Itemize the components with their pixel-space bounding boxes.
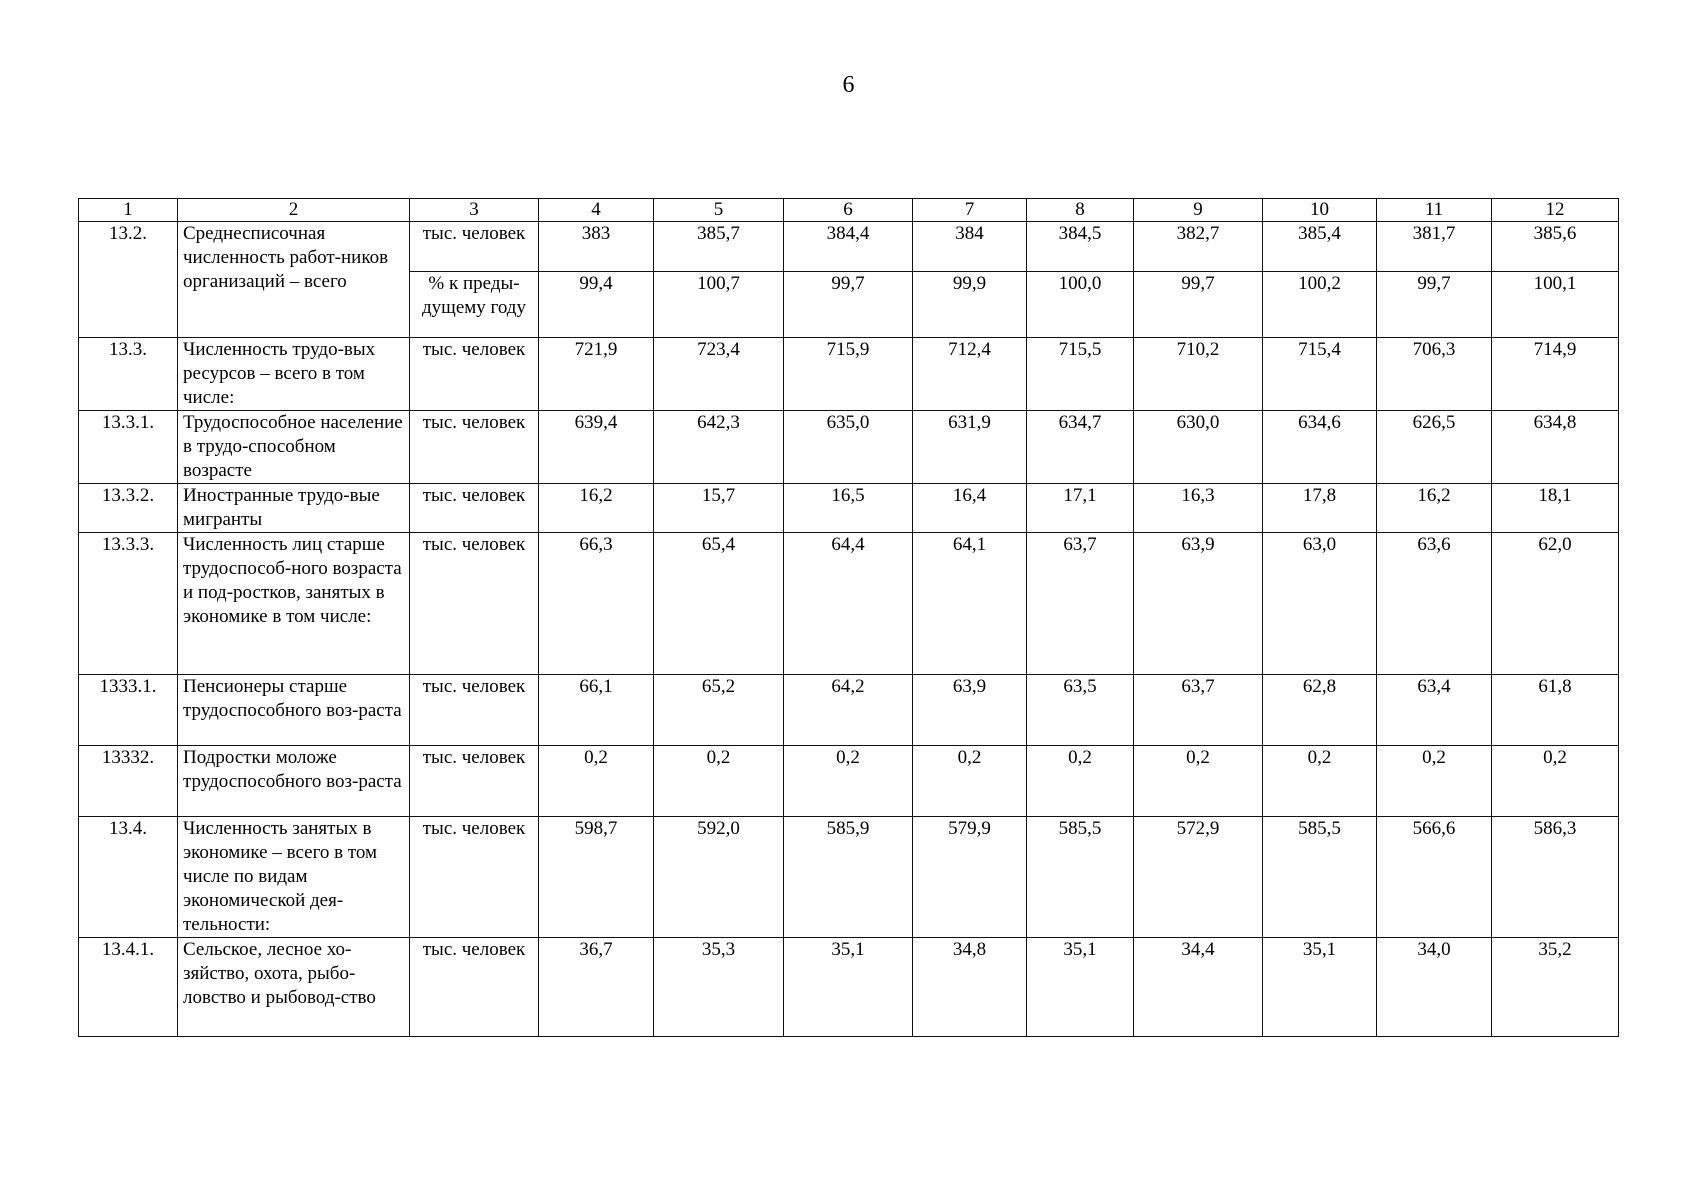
value-cell: 714,9 (1492, 338, 1619, 411)
row-number: 13.2. (79, 222, 178, 338)
value-cell: 63,5 (1027, 675, 1134, 746)
value-cell: 579,9 (913, 817, 1027, 938)
column-number-header: 3 (410, 199, 539, 222)
indicator-name: Подростки моложе трудоспособного воз-раста (178, 746, 410, 817)
value-cell: 631,9 (913, 411, 1027, 484)
value-cell: 585,9 (784, 817, 913, 938)
value-cell: 715,9 (784, 338, 913, 411)
value-cell: 16,4 (913, 484, 1027, 533)
value-cell: 634,7 (1027, 411, 1134, 484)
value-cell: 0,2 (1377, 746, 1492, 817)
value-cell: 17,1 (1027, 484, 1134, 533)
value-cell: 712,4 (913, 338, 1027, 411)
value-cell: 35,1 (1263, 938, 1377, 1037)
column-number-header: 2 (178, 199, 410, 222)
value-cell: 35,3 (654, 938, 784, 1037)
table-row (79, 746, 1619, 817)
value-cell: 64,1 (913, 533, 1027, 675)
value-cell: 35,1 (784, 938, 913, 1037)
value-cell: 566,6 (1377, 817, 1492, 938)
value-cell: 634,8 (1492, 411, 1619, 484)
value-cell: 572,9 (1134, 817, 1263, 938)
unit-cell: тыс. человек (410, 746, 539, 817)
value-cell: 16,2 (1377, 484, 1492, 533)
value-cell: 385,7 (654, 222, 784, 272)
column-number-header: 5 (654, 199, 784, 222)
value-cell: 34,8 (913, 938, 1027, 1037)
value-cell: 63,9 (913, 675, 1027, 746)
value-cell: 16,2 (539, 484, 654, 533)
value-cell: 642,3 (654, 411, 784, 484)
column-number-header: 6 (784, 199, 913, 222)
value-cell: 634,6 (1263, 411, 1377, 484)
value-cell: 35,2 (1492, 938, 1619, 1037)
value-cell: 0,2 (913, 746, 1027, 817)
indicator-name: Численность занятых в экономике – всего в том числе по видам экономической дея-тельности: (178, 817, 410, 938)
value-cell: 99,7 (1377, 272, 1492, 338)
value-cell: 65,4 (654, 533, 784, 675)
indicator-name: Среднесписочная численность работ-ников организаций – всего (178, 222, 410, 338)
row-number: 13332. (79, 746, 178, 817)
value-cell: 0,2 (1492, 746, 1619, 817)
value-cell: 710,2 (1134, 338, 1263, 411)
value-cell: 61,8 (1492, 675, 1619, 746)
row-number: 13.4. (79, 817, 178, 938)
value-cell: 63,0 (1263, 533, 1377, 675)
value-cell: 586,3 (1492, 817, 1619, 938)
value-cell: 15,7 (654, 484, 784, 533)
column-number-header: 1 (79, 199, 178, 222)
row-number: 13.3. (79, 338, 178, 411)
table-row (79, 222, 1619, 272)
value-cell: 36,7 (539, 938, 654, 1037)
row-number: 13.3.3. (79, 533, 178, 675)
value-cell: 715,5 (1027, 338, 1134, 411)
value-cell: 0,2 (1134, 746, 1263, 817)
value-cell: 385,4 (1263, 222, 1377, 272)
unit-cell: тыс. человек (410, 338, 539, 411)
column-number-header: 10 (1263, 199, 1377, 222)
value-cell: 99,9 (913, 272, 1027, 338)
value-cell: 0,2 (784, 746, 913, 817)
value-cell: 585,5 (1027, 817, 1134, 938)
indicator-name: Трудоспособное население в трудо-способном возрасте (178, 411, 410, 484)
page-number: 6 (842, 72, 855, 98)
value-cell: 34,0 (1377, 938, 1492, 1037)
value-cell: 715,4 (1263, 338, 1377, 411)
table-row (79, 411, 1619, 484)
table-row (79, 675, 1619, 746)
value-cell: 706,3 (1377, 338, 1492, 411)
value-cell: 64,4 (784, 533, 913, 675)
value-cell: 99,7 (1134, 272, 1263, 338)
unit-cell: тыс. человек (410, 411, 539, 484)
value-cell: 16,3 (1134, 484, 1263, 533)
value-cell: 0,2 (1263, 746, 1377, 817)
value-cell: 635,0 (784, 411, 913, 484)
value-cell: 0,2 (539, 746, 654, 817)
row-number: 13.3.1. (79, 411, 178, 484)
unit-cell: тыс. человек (410, 484, 539, 533)
value-cell: 65,2 (654, 675, 784, 746)
value-cell: 17,8 (1263, 484, 1377, 533)
value-cell: 382,7 (1134, 222, 1263, 272)
indicator-name: Сельское, лесное хо-зяйство, охота, рыбо-ловство и рыбовод-ство (178, 938, 410, 1037)
indicator-name: Иностранные трудо-вые мигранты (178, 484, 410, 533)
value-cell: 381,7 (1377, 222, 1492, 272)
value-cell: 598,7 (539, 817, 654, 938)
value-cell: 592,0 (654, 817, 784, 938)
value-cell: 64,2 (784, 675, 913, 746)
value-cell: 100,2 (1263, 272, 1377, 338)
value-cell: 723,4 (654, 338, 784, 411)
column-number-header: 11 (1377, 199, 1492, 222)
value-cell: 721,9 (539, 338, 654, 411)
unit-cell: тыс. человек (410, 938, 539, 1037)
indicator-name: Численность лиц старше трудоспособ-ного возраста и под-ростков, занятых в экономике в том числе: (178, 533, 410, 675)
value-cell: 63,9 (1134, 533, 1263, 675)
table-header-row (79, 199, 1619, 222)
table-row (79, 484, 1619, 533)
value-cell: 62,0 (1492, 533, 1619, 675)
value-cell: 384 (913, 222, 1027, 272)
value-cell: 18,1 (1492, 484, 1619, 533)
row-number: 13.4.1. (79, 938, 178, 1037)
value-cell: 63,7 (1027, 533, 1134, 675)
value-cell: 63,4 (1377, 675, 1492, 746)
value-cell: 16,5 (784, 484, 913, 533)
value-cell: 99,4 (539, 272, 654, 338)
value-cell: 66,1 (539, 675, 654, 746)
value-cell: 384,5 (1027, 222, 1134, 272)
value-cell: 35,1 (1027, 938, 1134, 1037)
value-cell: 630,0 (1134, 411, 1263, 484)
value-cell: 0,2 (654, 746, 784, 817)
table-row (79, 938, 1619, 1037)
unit-cell: тыс. человек (410, 817, 539, 938)
row-number: 13.3.2. (79, 484, 178, 533)
column-number-header: 7 (913, 199, 1027, 222)
value-cell: 383 (539, 222, 654, 272)
table-row (79, 533, 1619, 675)
column-number-header: 9 (1134, 199, 1263, 222)
value-cell: 99,7 (784, 272, 913, 338)
unit-cell: % к преды-дущему году (410, 272, 539, 338)
value-cell: 385,6 (1492, 222, 1619, 272)
column-number-header: 4 (539, 199, 654, 222)
value-cell: 34,4 (1134, 938, 1263, 1037)
value-cell: 585,5 (1263, 817, 1377, 938)
column-number-header: 8 (1027, 199, 1134, 222)
unit-cell: тыс. человек (410, 533, 539, 675)
indicator-name: Численность трудо-вых ресурсов – всего в том числе: (178, 338, 410, 411)
indicator-name: Пенсионеры старше трудоспособного воз-раста (178, 675, 410, 746)
statistics-table (78, 198, 1619, 1037)
table-row (79, 338, 1619, 411)
row-number: 1333.1. (79, 675, 178, 746)
value-cell: 626,5 (1377, 411, 1492, 484)
value-cell: 63,7 (1134, 675, 1263, 746)
value-cell: 100,0 (1027, 272, 1134, 338)
unit-cell: тыс. человек (410, 222, 539, 272)
table-row (79, 817, 1619, 938)
value-cell: 639,4 (539, 411, 654, 484)
value-cell: 100,7 (654, 272, 784, 338)
value-cell: 0,2 (1027, 746, 1134, 817)
value-cell: 62,8 (1263, 675, 1377, 746)
value-cell: 384,4 (784, 222, 913, 272)
column-number-header: 12 (1492, 199, 1619, 222)
value-cell: 100,1 (1492, 272, 1619, 338)
value-cell: 63,6 (1377, 533, 1492, 675)
unit-cell: тыс. человек (410, 675, 539, 746)
value-cell: 66,3 (539, 533, 654, 675)
